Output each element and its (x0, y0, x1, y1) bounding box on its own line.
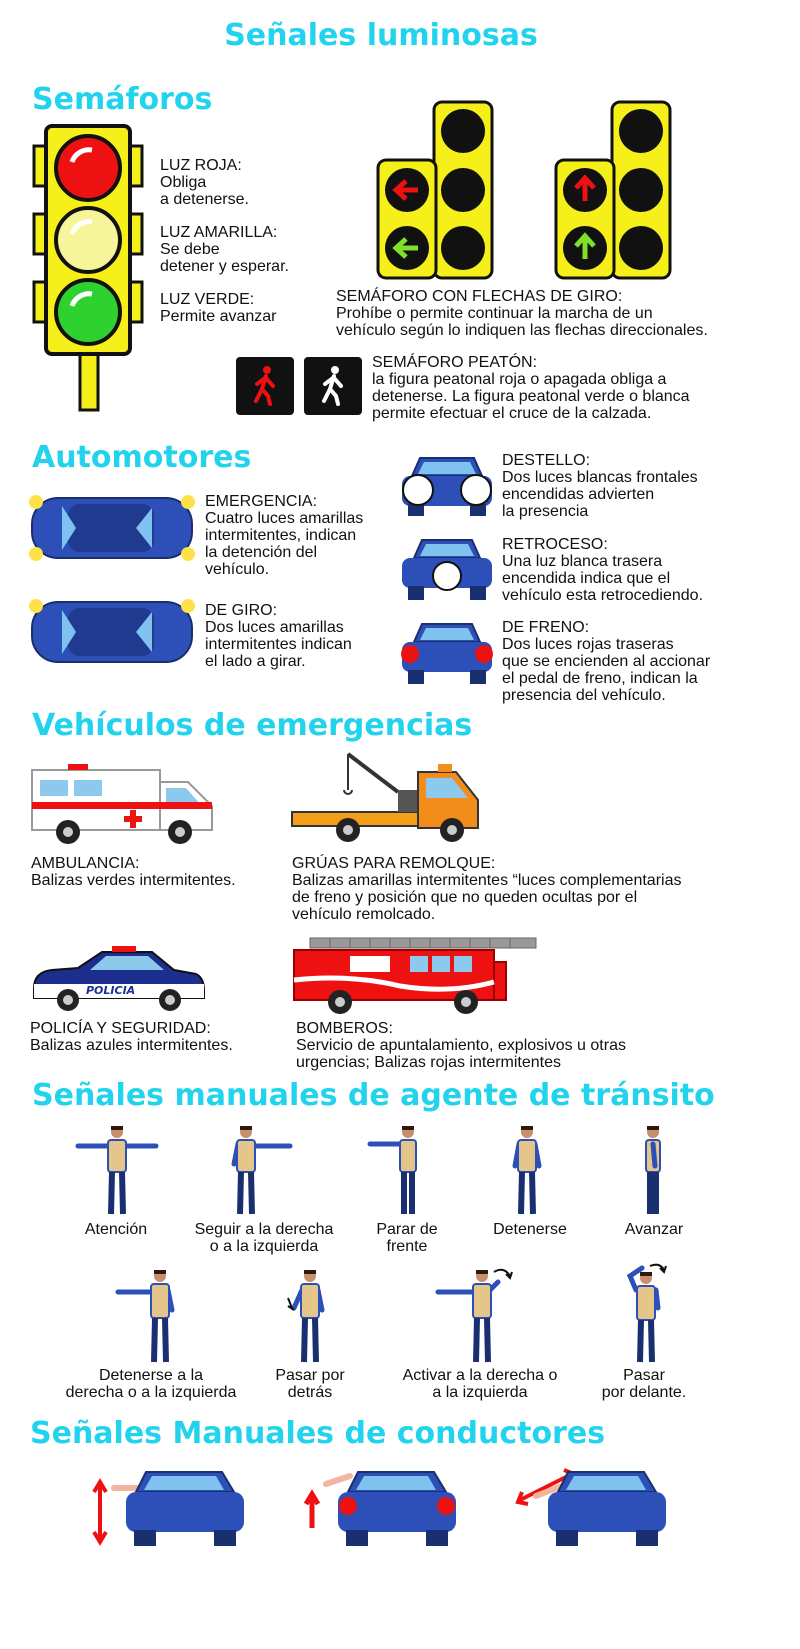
light-red-desc: Obliga a detenerse. (160, 174, 249, 208)
light-yellow-text (160, 224, 330, 275)
police-car-icon (28, 944, 208, 1014)
flechas-desc: Prohíbe o permite continuar la marcha de un vehículo según lo indiquen las flechas direccionales. (336, 305, 708, 339)
bomberos-text (296, 1020, 756, 1071)
car-rear-brake-icon (398, 620, 496, 688)
auto-destello-desc: Dos luces blancas frontales encendidas advierten la presencia (502, 469, 698, 520)
light-green-text (160, 291, 330, 325)
peaton-label: SEMÁFORO PEATÓN: (372, 354, 538, 371)
light-red-text (160, 157, 330, 208)
light-green-desc: Permite avanzar (160, 308, 277, 325)
officer-pass-behind-icon (264, 1268, 354, 1364)
auto-destello-label: DESTELLO: (502, 452, 591, 469)
auto-emergencia-text (205, 493, 395, 578)
bomberos-label: BOMBEROS: (296, 1020, 393, 1037)
auto-retroceso-label: RETROCESO: (502, 536, 608, 553)
section-heading-agente: Señales manuales de agente de tránsito (32, 1078, 715, 1113)
officer-stop-icon (482, 1124, 572, 1216)
light-red-label: LUZ ROJA: (160, 157, 242, 174)
traffic-light-icon (28, 122, 148, 414)
agente-caption-7: Pasar por detrás (275, 1367, 345, 1401)
agente-caption-6: Detenerse a la derecha o a la izquierda (65, 1367, 237, 1401)
bomberos-desc: Servicio de apuntalamiento, explosivos u otras urgencias; Balizas rojas intermitentes (296, 1037, 626, 1071)
police-car-text: POLICIA (86, 984, 136, 997)
policia-label: POLICÍA Y SEGURIDAD: (30, 1020, 211, 1037)
fire-truck-icon (290, 934, 540, 1018)
agente-caption-4: Detenerse (493, 1221, 567, 1238)
auto-giro-label: DE GIRO: (205, 602, 278, 619)
officer-pass-front-icon (608, 1262, 698, 1364)
auto-retroceso-text (502, 536, 762, 604)
gruas-label: GRÚAS PARA REMOLQUE: (292, 855, 496, 872)
page-title: Señales luminosas (224, 18, 538, 53)
officer-advance-icon (608, 1124, 698, 1216)
auto-destello-text (502, 452, 752, 520)
ambulance-icon (28, 762, 218, 848)
section-heading-automotores: Automotores (32, 440, 252, 475)
ambulancia-label: AMBULANCIA: (31, 855, 140, 872)
pedestrian-red-icon (235, 356, 295, 416)
auto-emergencia-label: EMERGENCIA: (205, 493, 318, 510)
agente-caption-9: Pasar por delante. (601, 1367, 687, 1401)
peaton-text (372, 354, 772, 422)
officer-attention-icon (72, 1124, 162, 1216)
driver-signal-turn-icon (512, 1466, 672, 1548)
agente-caption-5: Avanzar (624, 1221, 684, 1238)
policia-desc: Balizas azules intermitentes. (30, 1037, 233, 1054)
section-heading-semaforos: Semáforos (32, 82, 213, 117)
officer-follow-icon (206, 1124, 296, 1216)
car-front-headlights-icon (398, 452, 496, 518)
light-yellow-desc: Se debe detener y esperar. (160, 241, 289, 275)
agente-caption-1: Atención (84, 1221, 148, 1238)
flechas-label: SEMÁFORO CON FLECHAS DE GIRO: (336, 288, 623, 305)
gruas-desc: Balizas amarillas intermitentes “luces complementarias de freno y posición que no queden ocultas por el vehículo remolcado. (292, 872, 682, 923)
peaton-desc: la figura peatonal roja o apagada obliga a detenerse. La figura peatonal verde o blanca permite efectuar el cruce de la calzada. (372, 371, 690, 422)
officer-stop-side-icon (112, 1268, 202, 1364)
arrow-traffic-light-up-icon (554, 100, 674, 280)
car-emergency-icon (24, 488, 200, 568)
auto-emergencia-desc: Cuatro luces amarillas intermitentes, indican la detención del vehículo. (205, 510, 364, 578)
car-rear-reverse-icon (398, 536, 496, 602)
auto-retroceso-desc: Una luz blanca trasera encendida indica que el vehículo esta retrocediendo. (502, 553, 704, 604)
section-heading-emergencias: Vehículos de emergencias (32, 708, 473, 743)
ambulancia-desc: Balizas verdes intermitentes. (31, 872, 236, 889)
car-turn-icon (24, 592, 200, 672)
officer-activate-icon (432, 1264, 532, 1364)
auto-freno-label: DE FRENO: (502, 619, 590, 636)
policia-text (30, 1020, 290, 1054)
light-green-label: LUZ VERDE: (160, 291, 255, 308)
auto-giro-text (205, 602, 395, 670)
tow-truck-icon (288, 750, 488, 848)
agente-caption-8: Activar a la derecha o a la izquierda (402, 1367, 558, 1401)
auto-giro-desc: Dos luces amarillas intermitentes indican el lado a girar. (205, 619, 352, 670)
driver-signal-stop-icon (302, 1466, 462, 1548)
section-heading-conductores: Señales Manuales de conductores (30, 1416, 606, 1451)
arrow-traffic-light-left-icon (376, 100, 496, 280)
agente-caption-3: Parar de frente (376, 1221, 438, 1255)
driver-signal-slow-icon (90, 1466, 250, 1548)
ambulancia-text (31, 855, 281, 889)
agente-caption-2: Seguir a la derecha o a la izquierda (194, 1221, 334, 1255)
auto-freno-desc: Dos luces rojas traseras que se encienden al accionar el pedal de freno, indican la presencia del vehículo. (502, 636, 711, 704)
flechas-text (336, 288, 776, 339)
officer-stop-front-icon (364, 1124, 454, 1216)
pedestrian-white-icon (303, 356, 363, 416)
gruas-text (292, 855, 762, 923)
light-yellow-label: LUZ AMARILLA: (160, 224, 278, 241)
auto-freno-text (502, 619, 762, 704)
